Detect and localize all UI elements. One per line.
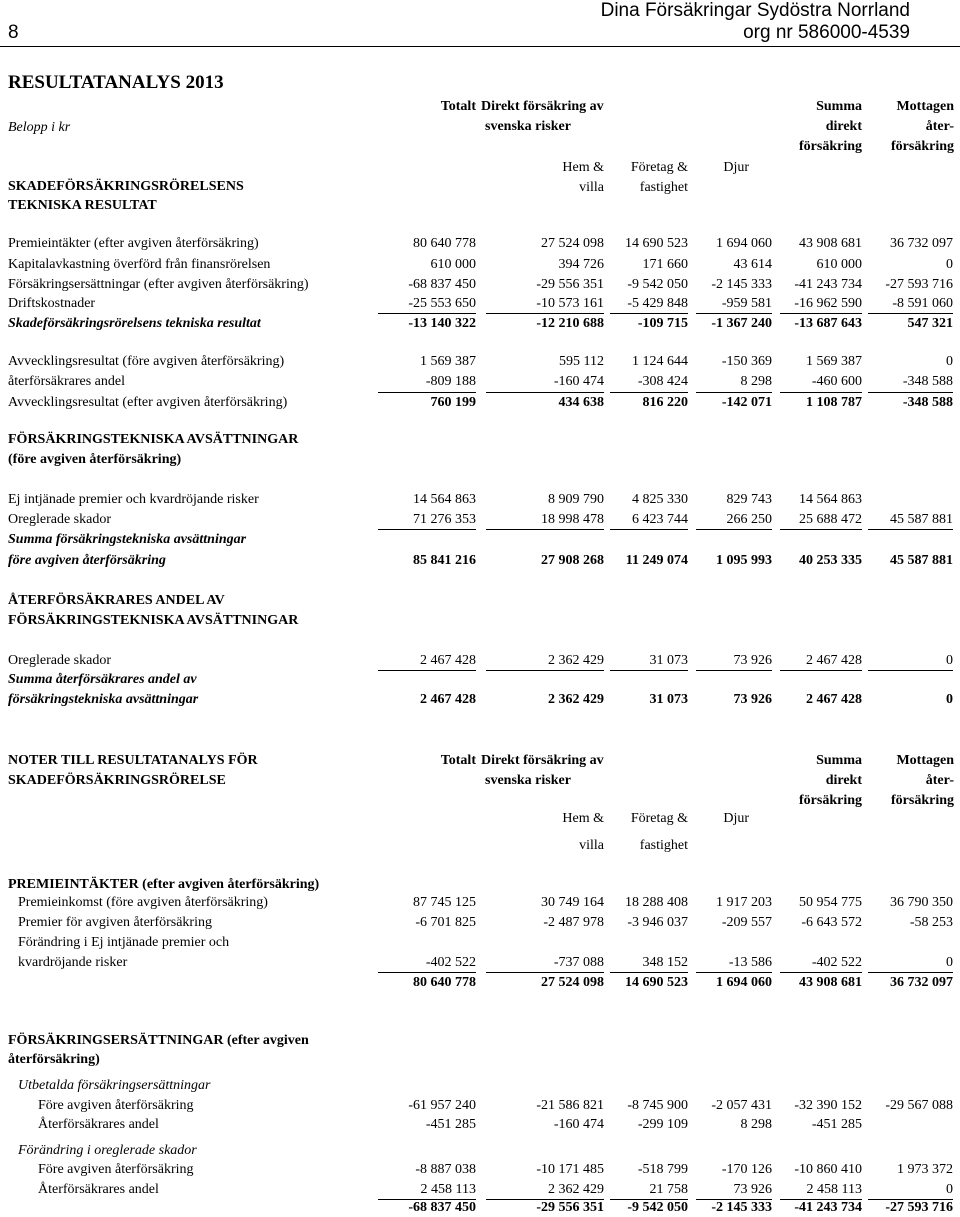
value-cell: 8 298 — [740, 1117, 772, 1132]
sum-underline — [610, 529, 688, 530]
value-cell: -68 837 450 — [408, 1200, 476, 1215]
value-cell: -402 522 — [425, 955, 476, 970]
value-cell: -13 586 — [728, 955, 772, 970]
sum-underline — [868, 313, 953, 314]
value-cell: -308 424 — [637, 374, 688, 389]
value-cell: 816 220 — [642, 395, 688, 410]
notes-col-header: svenska risker — [485, 773, 571, 788]
col-foretag-1: Företag & — [630, 160, 688, 175]
sum-underline — [378, 313, 476, 314]
value-cell: 0 — [946, 354, 953, 369]
notes-col-header: Djur — [723, 811, 749, 826]
value-cell: 1 694 060 — [716, 975, 772, 990]
value-cell: 2 467 428 — [420, 653, 476, 668]
sum-underline — [486, 392, 604, 393]
sum-underline — [610, 313, 688, 314]
value-cell: 43 908 681 — [799, 975, 862, 990]
value-cell: 0 — [946, 653, 953, 668]
value-cell: 1 124 644 — [632, 354, 688, 369]
notes-col-header: Hem & — [562, 811, 604, 826]
notes-col-header: försäkring — [891, 793, 954, 808]
value-cell: 1 694 060 — [716, 236, 772, 251]
value-cell: -1 367 240 — [711, 316, 772, 331]
col-totalt: Totalt — [440, 99, 476, 114]
value-cell: -68 837 450 — [408, 277, 476, 292]
value-cell: -299 109 — [637, 1117, 688, 1132]
row-label: Driftskostnader — [8, 296, 96, 311]
notes-col-header: Totalt — [440, 753, 476, 768]
value-cell: -160 474 — [553, 374, 604, 389]
sum-underline — [486, 529, 604, 530]
value-cell: 434 638 — [558, 395, 604, 410]
value-cell: 348 152 — [642, 955, 688, 970]
row-label: Premier för avgiven återförsäkring — [18, 915, 212, 930]
value-cell: 14 690 523 — [625, 236, 688, 251]
value-cell: 2 467 428 — [806, 692, 862, 707]
value-cell: 43 908 681 — [799, 236, 862, 251]
notes-col-header: Summa — [816, 753, 862, 768]
value-cell: 1 569 387 — [420, 354, 476, 369]
row-label: Skadeförsäkringsrörelsens tekniska resultat — [8, 316, 261, 331]
value-cell: 50 954 775 — [799, 895, 862, 910]
value-cell: 31 073 — [649, 692, 688, 707]
value-cell: -13 140 322 — [408, 316, 476, 331]
value-cell: -160 474 — [553, 1117, 604, 1132]
value-cell: 2 467 428 — [806, 653, 862, 668]
value-cell: 14 564 863 — [413, 492, 476, 507]
notes-col-header: direkt — [825, 773, 862, 788]
value-cell: -170 126 — [721, 1162, 772, 1177]
value-cell: -2 145 333 — [711, 1200, 772, 1215]
row-label: FÖRSÄKRINGSTEKNISKA AVSÄTTNINGAR — [8, 432, 299, 447]
row-label: Återförsäkrares andel — [38, 1182, 159, 1197]
row-label: Summa försäkringstekniska avsättningar — [8, 532, 247, 547]
value-cell: -58 253 — [909, 915, 953, 930]
value-cell: 2 362 429 — [548, 1182, 604, 1197]
value-cell: 45 587 881 — [890, 553, 953, 568]
value-cell: 547 321 — [907, 316, 953, 331]
value-cell: -451 285 — [425, 1117, 476, 1132]
value-cell: -41 243 734 — [794, 1200, 862, 1215]
col-summa-3: försäkring — [799, 139, 862, 154]
col-mottagen-2: åter- — [925, 119, 954, 134]
notes-col-header: åter- — [925, 773, 954, 788]
value-cell: 27 524 098 — [541, 975, 604, 990]
sum-underline — [486, 313, 604, 314]
row-label: ÅTERFÖRSÄKRARES ANDEL AV — [8, 593, 225, 608]
section-label-1: SKADEFÖRSÄKRINGSRÖRELSENS — [8, 179, 244, 194]
row-label: Före avgiven återförsäkring — [38, 1162, 194, 1177]
row-label: kvardröjande risker — [18, 955, 128, 970]
value-cell: -27 593 716 — [885, 277, 953, 292]
value-cell: -737 088 — [553, 955, 604, 970]
sum-underline — [868, 670, 953, 671]
sum-underline — [696, 670, 772, 671]
company-name: Dina Försäkringar Sydöstra Norrland — [600, 0, 910, 21]
value-cell: 595 112 — [559, 354, 604, 369]
value-cell: 80 640 778 — [413, 975, 476, 990]
analysis-title: RESULTATANALYS 2013 — [8, 72, 224, 93]
row-label: Kapitalavkastning överförd från finansrörelsen — [8, 257, 271, 272]
row-label: SKADEFÖRSÄKRINGSRÖRELSE — [8, 773, 226, 788]
row-label: Avvecklingsresultat (efter avgiven återförsäkring) — [8, 395, 288, 410]
row-label: FÖRSÄKRINGSERSÄTTNINGAR (efter avgiven — [8, 1033, 309, 1048]
value-cell: 11 249 074 — [625, 553, 688, 568]
value-cell: 14 690 523 — [625, 975, 688, 990]
row-label: före avgiven återförsäkring — [8, 553, 166, 568]
value-cell: 73 926 — [733, 692, 772, 707]
sum-underline — [780, 313, 862, 314]
value-cell: 760 199 — [430, 395, 476, 410]
value-cell: 73 926 — [733, 653, 772, 668]
sum-underline — [696, 313, 772, 314]
value-cell: 0 — [946, 1182, 953, 1197]
value-cell: -6 643 572 — [801, 915, 862, 930]
row-label: återförsäkrares andel — [8, 374, 125, 389]
col-summa-1: Summa — [816, 99, 862, 114]
value-cell: -61 957 240 — [408, 1098, 476, 1113]
row-label: Oreglerade skador — [8, 512, 112, 527]
value-cell: -9 542 050 — [627, 1200, 688, 1215]
row-label: NOTER TILL RESULTATANALYS FÖR — [8, 753, 258, 768]
value-cell: 87 745 125 — [413, 895, 476, 910]
row-label: Förändring i Ej intjänade premier och — [18, 935, 230, 950]
value-cell: 85 841 216 — [413, 553, 476, 568]
value-cell: 14 564 863 — [799, 492, 862, 507]
row-label: Premieinkomst (före avgiven återförsäkring) — [18, 895, 268, 910]
col-djur: Djur — [723, 160, 749, 175]
sum-underline — [378, 392, 476, 393]
row-label: Utbetalda försäkringsersättningar — [18, 1078, 211, 1093]
value-cell: -9 542 050 — [627, 277, 688, 292]
value-cell: -10 171 485 — [536, 1162, 604, 1177]
value-cell: -29 556 351 — [536, 1200, 604, 1215]
sum-underline — [486, 670, 604, 671]
row-label: Före avgiven återförsäkring — [38, 1098, 194, 1113]
value-cell: -142 071 — [721, 395, 772, 410]
value-cell: -451 285 — [811, 1117, 862, 1132]
value-cell: -5 429 848 — [627, 296, 688, 311]
value-cell: 2 362 429 — [548, 692, 604, 707]
value-cell: 73 926 — [733, 1182, 772, 1197]
value-cell: 8 909 790 — [548, 492, 604, 507]
value-cell: 394 726 — [558, 257, 604, 272]
value-cell: -150 369 — [721, 354, 772, 369]
notes-col-header: Mottagen — [896, 753, 954, 768]
col-direkt-2: svenska risker — [485, 119, 571, 134]
value-cell: 36 732 097 — [890, 236, 953, 251]
value-cell: 21 758 — [649, 1182, 688, 1197]
page-number: 8 — [8, 22, 19, 43]
value-cell: 2 458 113 — [420, 1182, 476, 1197]
value-cell: -809 188 — [425, 374, 476, 389]
value-cell: -348 588 — [902, 395, 953, 410]
value-cell: -13 687 643 — [794, 316, 862, 331]
value-cell: -27 593 716 — [885, 1200, 953, 1215]
value-cell: -29 567 088 — [885, 1098, 953, 1113]
sum-underline — [868, 392, 953, 393]
row-label: (före avgiven återförsäkring) — [8, 452, 182, 467]
value-cell: -3 946 037 — [627, 915, 688, 930]
value-cell: 6 423 744 — [632, 512, 688, 527]
value-cell: 2 458 113 — [806, 1182, 862, 1197]
row-label: Premieintäkter (efter avgiven återförsäkring) — [8, 236, 259, 251]
col-summa-2: direkt — [825, 119, 862, 134]
value-cell: 4 825 330 — [632, 492, 688, 507]
row-label: försäkringstekniska avsättningar — [8, 692, 199, 707]
value-cell: 171 660 — [642, 257, 688, 272]
sum-underline — [378, 670, 476, 671]
value-cell: 0 — [946, 955, 953, 970]
value-cell: -10 860 410 — [794, 1162, 862, 1177]
col-mottagen-3: försäkring — [891, 139, 954, 154]
col-mottagen-1: Mottagen — [896, 99, 954, 114]
col-hem-2: villa — [579, 180, 604, 195]
value-cell: 829 743 — [726, 492, 772, 507]
sum-underline — [610, 972, 688, 973]
col-hem-1: Hem & — [562, 160, 604, 175]
value-cell: -2 487 978 — [543, 915, 604, 930]
value-cell: 18 288 408 — [625, 895, 688, 910]
value-cell: 2 467 428 — [420, 692, 476, 707]
value-cell: 1 108 787 — [806, 395, 862, 410]
sum-underline — [378, 972, 476, 973]
sum-underline — [780, 670, 862, 671]
sum-underline — [696, 972, 772, 973]
value-cell: 8 298 — [740, 374, 772, 389]
sum-underline — [486, 972, 604, 973]
row-label: Avvecklingsresultat (före avgiven återförsäkring) — [8, 354, 285, 369]
value-cell: -460 600 — [811, 374, 862, 389]
value-cell: 610 000 — [816, 257, 862, 272]
value-cell: 80 640 778 — [413, 236, 476, 251]
row-label: Oreglerade skador — [8, 653, 112, 668]
value-cell: -21 586 821 — [536, 1098, 604, 1113]
sum-underline — [696, 392, 772, 393]
value-cell: 45 587 881 — [890, 512, 953, 527]
value-cell: -8 745 900 — [627, 1098, 688, 1113]
value-cell: 40 253 335 — [799, 553, 862, 568]
value-cell: 30 749 164 — [541, 895, 604, 910]
row-label: Summa återförsäkrares andel av — [8, 672, 197, 687]
value-cell: 36 790 350 — [890, 895, 953, 910]
value-cell: -209 557 — [721, 915, 772, 930]
value-cell: 0 — [946, 257, 953, 272]
value-cell: -12 210 688 — [536, 316, 604, 331]
value-cell: -16 962 590 — [794, 296, 862, 311]
value-cell: -959 581 — [721, 296, 772, 311]
sum-underline — [780, 392, 862, 393]
row-label: Försäkringsersättningar (efter avgiven återförsäkring) — [8, 277, 309, 292]
value-cell: 18 998 478 — [541, 512, 604, 527]
value-cell: 1 917 203 — [716, 895, 772, 910]
sum-underline — [780, 972, 862, 973]
value-cell: -8 887 038 — [415, 1162, 476, 1177]
row-label: FÖRSÄKRINGSTEKNISKA AVSÄTTNINGAR — [8, 613, 299, 628]
value-cell: -29 556 351 — [536, 277, 604, 292]
sum-underline — [868, 529, 953, 530]
value-cell: 1 569 387 — [806, 354, 862, 369]
value-cell: -518 799 — [637, 1162, 688, 1177]
value-cell: 266 250 — [726, 512, 772, 527]
value-cell: 1 095 993 — [716, 553, 772, 568]
sum-underline — [610, 670, 688, 671]
row-label: Förändring i oreglerade skador — [18, 1143, 197, 1158]
value-cell: -2 145 333 — [711, 277, 772, 292]
value-cell: 2 362 429 — [548, 653, 604, 668]
value-cell: -6 701 825 — [415, 915, 476, 930]
value-cell: -109 715 — [637, 316, 688, 331]
sum-underline — [780, 529, 862, 530]
value-cell: 27 908 268 — [541, 553, 604, 568]
sum-underline — [378, 529, 476, 530]
value-cell: 1 973 372 — [897, 1162, 953, 1177]
value-cell: -25 553 650 — [408, 296, 476, 311]
value-cell: 31 073 — [649, 653, 688, 668]
value-cell: 43 614 — [733, 257, 772, 272]
belopp-label: Belopp i kr — [8, 120, 71, 135]
value-cell: -41 243 734 — [794, 277, 862, 292]
value-cell: -32 390 152 — [794, 1098, 862, 1113]
value-cell: 27 524 098 — [541, 236, 604, 251]
value-cell: -348 588 — [902, 374, 953, 389]
value-cell: 36 732 097 — [890, 975, 953, 990]
value-cell: -8 591 060 — [892, 296, 953, 311]
row-label: återförsäkring) — [8, 1052, 100, 1067]
value-cell: 0 — [946, 692, 953, 707]
value-cell: -402 522 — [811, 955, 862, 970]
row-label: PREMIEINTÄKTER (efter avgiven återförsäkring) — [8, 877, 320, 892]
org-number: org nr 586000-4539 — [743, 22, 910, 43]
notes-col-header: villa — [579, 838, 604, 853]
notes-col-header: Direkt försäkring av — [481, 753, 604, 768]
sum-underline — [868, 972, 953, 973]
sum-underline — [696, 529, 772, 530]
value-cell: 25 688 472 — [799, 512, 862, 527]
section-label-2: TEKNISKA RESULTAT — [8, 198, 157, 213]
value-cell: 71 276 353 — [413, 512, 476, 527]
value-cell: 610 000 — [430, 257, 476, 272]
notes-col-header: fastighet — [639, 838, 688, 853]
col-direkt-1: Direkt försäkring av — [481, 99, 604, 114]
sum-underline — [610, 392, 688, 393]
row-label: Ej intjänade premier och kvardröjande risker — [8, 492, 259, 507]
value-cell: -10 573 161 — [536, 296, 604, 311]
col-foretag-2: fastighet — [639, 180, 688, 195]
value-cell: -2 057 431 — [711, 1098, 772, 1113]
header-rule — [0, 46, 960, 47]
notes-col-header: Företag & — [630, 811, 688, 826]
notes-col-header: försäkring — [799, 793, 862, 808]
row-label: Återförsäkrares andel — [38, 1117, 159, 1132]
